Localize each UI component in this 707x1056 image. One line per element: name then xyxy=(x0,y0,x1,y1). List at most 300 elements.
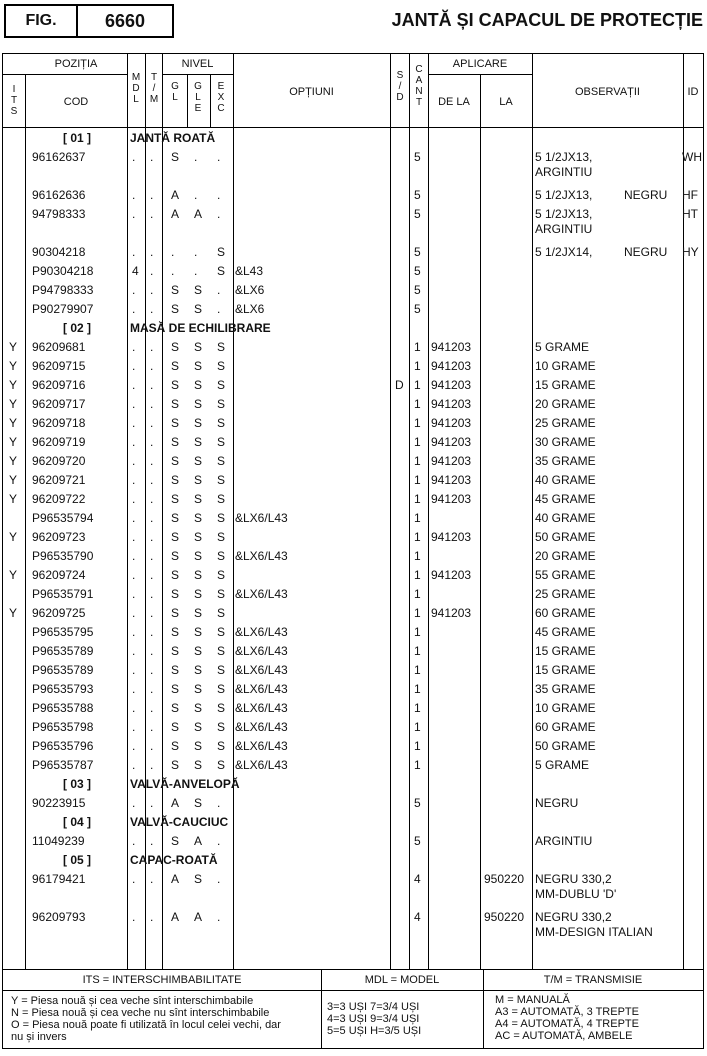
gl-cell: S xyxy=(171,378,180,392)
legend-mdl-lines: 3=3 UȘI 7=3/4 UȘI 4=3 UȘI 9=3/4 UȘI 5=5 UȘI H=3/5 UȘI xyxy=(327,1001,422,1037)
tm-cell: . xyxy=(150,625,154,639)
mdl-cell: . xyxy=(132,530,136,544)
code-cell: 96209715 xyxy=(32,359,86,373)
exc-cell: S xyxy=(217,587,226,601)
gl-cell: S xyxy=(171,701,180,715)
exc-cell: S xyxy=(217,473,226,487)
gl-cell: . xyxy=(171,264,175,278)
gl-cell: S xyxy=(171,625,180,639)
options-cell: &LX6/L43 xyxy=(235,682,288,696)
qty-cell: 1 xyxy=(414,587,421,601)
tm-cell: . xyxy=(150,758,154,772)
observation-cell: 60 GRAME xyxy=(535,720,596,734)
tm-cell: . xyxy=(150,739,154,753)
qty-cell: 1 xyxy=(414,397,421,411)
observation-color-cell: NEGRU xyxy=(624,245,668,259)
mdl-cell: . xyxy=(132,397,136,411)
tm-cell: . xyxy=(150,378,154,392)
from-cell: 941203 xyxy=(431,492,472,506)
qty-cell: 1 xyxy=(414,606,421,620)
header-aplicare: APLICARE xyxy=(452,58,508,70)
exc-cell: S xyxy=(217,682,226,696)
options-cell: &LX6/L43 xyxy=(235,701,288,715)
qty-cell: 1 xyxy=(414,701,421,715)
observation-cell: 45 GRAME xyxy=(535,625,596,639)
tm-cell: . xyxy=(150,720,154,734)
code-cell: 96162636 xyxy=(32,188,86,202)
section-number: [ 03 ] xyxy=(63,777,92,791)
code-cell: 96209720 xyxy=(32,454,86,468)
header-its: I T S xyxy=(10,84,18,117)
observation-cell: 5 GRAME xyxy=(535,758,590,772)
code-cell: P96535789 xyxy=(32,663,94,677)
code-cell: 96209724 xyxy=(32,568,86,582)
gl-cell: S xyxy=(171,492,180,506)
code-cell: 94798333 xyxy=(32,207,86,221)
exc-cell: . xyxy=(217,188,221,202)
mdl-cell: . xyxy=(132,568,136,582)
mdl-cell: . xyxy=(132,701,136,715)
exc-cell: S xyxy=(217,625,226,639)
its-cell: Y xyxy=(9,530,18,544)
tm-cell: . xyxy=(150,359,154,373)
mdl-cell: . xyxy=(132,435,136,449)
qty-cell: 5 xyxy=(414,796,421,810)
section-number: [ 02 ] xyxy=(63,321,92,335)
its-cell: Y xyxy=(9,454,18,468)
code-cell: 96209719 xyxy=(32,435,86,449)
exc-cell: S xyxy=(217,720,226,734)
code-cell: 96179421 xyxy=(32,872,86,886)
gle-cell: S xyxy=(194,435,203,449)
mdl-cell: . xyxy=(132,663,136,677)
legend-mdl-title: MDL = MODEL xyxy=(364,974,440,986)
mdl-cell: . xyxy=(132,587,136,601)
exc-cell: . xyxy=(217,796,221,810)
qty-cell: 1 xyxy=(414,625,421,639)
id-cell: HF xyxy=(682,188,698,202)
gl-cell: S xyxy=(171,359,180,373)
mdl-cell: . xyxy=(132,549,136,563)
qty-cell: 4 xyxy=(414,910,421,924)
qty-cell: 1 xyxy=(414,758,421,772)
observation-cell: 5 1/2JX13, xyxy=(535,150,593,164)
gle-cell: S xyxy=(194,663,203,677)
observation-cell-line2: ARGINTIU xyxy=(535,222,593,236)
qty-cell: 1 xyxy=(414,720,421,734)
gl-cell: S xyxy=(171,302,180,316)
observation-cell: 15 GRAME xyxy=(535,378,596,392)
observation-cell-line2: MM-DESIGN ITALIAN xyxy=(535,925,653,939)
gle-cell: . xyxy=(194,150,198,164)
header-gle: G L E xyxy=(194,81,202,114)
tm-cell: . xyxy=(150,701,154,715)
tm-cell: . xyxy=(150,150,154,164)
gl-cell: S xyxy=(171,283,180,297)
code-cell: 96209793 xyxy=(32,910,86,924)
exc-cell: S xyxy=(217,397,226,411)
gl-cell: A xyxy=(171,188,180,202)
code-cell: P90279907 xyxy=(32,302,94,316)
qty-cell: 1 xyxy=(414,454,421,468)
observation-cell: NEGRU 330,2 xyxy=(535,872,612,886)
exc-cell: . xyxy=(217,207,221,221)
header-la: LA xyxy=(499,96,513,108)
from-cell: 941203 xyxy=(431,530,472,544)
qty-cell: 5 xyxy=(414,207,421,221)
exc-cell: S xyxy=(217,454,226,468)
gle-cell: S xyxy=(194,739,203,753)
id-cell: WH xyxy=(682,150,702,164)
mdl-cell: . xyxy=(132,188,136,202)
legend-its-title: ITS = INTERSCHIMBABILITATE xyxy=(82,974,242,986)
gle-cell: . xyxy=(194,264,198,278)
gl-cell: S xyxy=(171,758,180,772)
gle-cell: S xyxy=(194,397,203,411)
exc-cell: . xyxy=(217,302,221,316)
id-cell: HT xyxy=(682,207,698,221)
exc-cell: S xyxy=(217,416,226,430)
gl-cell: S xyxy=(171,549,180,563)
gl-cell: S xyxy=(171,340,180,354)
exc-cell: S xyxy=(217,340,226,354)
gle-cell: S xyxy=(194,511,203,525)
options-cell: &LX6/L43 xyxy=(235,739,288,753)
header-nivel: NIVEL xyxy=(181,58,214,70)
exc-cell: S xyxy=(217,644,226,658)
observation-cell: 50 GRAME xyxy=(535,530,596,544)
exc-cell: . xyxy=(217,283,221,297)
its-cell: Y xyxy=(9,359,18,373)
exc-cell: S xyxy=(217,435,226,449)
gle-cell: S xyxy=(194,359,203,373)
from-cell: 941203 xyxy=(431,378,472,392)
gl-cell: S xyxy=(171,834,180,848)
exc-cell: S xyxy=(217,264,226,278)
mdl-cell: . xyxy=(132,378,136,392)
qty-cell: 1 xyxy=(414,416,421,430)
from-cell: 941203 xyxy=(431,606,472,620)
observation-cell: NEGRU xyxy=(535,796,579,810)
header-de-la: DE LA xyxy=(438,96,470,108)
qty-cell: 4 xyxy=(414,872,421,886)
fig-label: FIG. xyxy=(4,4,78,38)
header-mdl: M D L xyxy=(131,72,141,105)
gle-cell: S xyxy=(194,302,203,316)
observation-cell-line2: ARGINTIU xyxy=(535,165,593,179)
mdl-cell: . xyxy=(132,473,136,487)
options-cell: &LX6/L43 xyxy=(235,587,288,601)
observation-cell: 10 GRAME xyxy=(535,359,596,373)
code-cell: 96209681 xyxy=(32,340,86,354)
header-observatii: OBSERVAȚII xyxy=(574,86,640,98)
its-cell: Y xyxy=(9,492,18,506)
qty-cell: 1 xyxy=(414,682,421,696)
qty-cell: 5 xyxy=(414,283,421,297)
mdl-cell: . xyxy=(132,359,136,373)
qty-cell: 1 xyxy=(414,492,421,506)
its-cell: Y xyxy=(9,340,18,354)
exc-cell: . xyxy=(217,910,221,924)
tm-cell: . xyxy=(150,302,154,316)
mdl-cell: . xyxy=(132,910,136,924)
gl-cell: S xyxy=(171,606,180,620)
observation-cell: 10 GRAME xyxy=(535,701,596,715)
exc-cell: S xyxy=(217,606,226,620)
from-cell: 941203 xyxy=(431,416,472,430)
its-cell: Y xyxy=(9,473,18,487)
tm-cell: . xyxy=(150,511,154,525)
tm-cell: . xyxy=(150,283,154,297)
tm-cell: . xyxy=(150,872,154,886)
mdl-cell: . xyxy=(132,758,136,772)
gle-cell: S xyxy=(194,796,203,810)
mdl-cell: . xyxy=(132,416,136,430)
gle-cell: S xyxy=(194,720,203,734)
its-cell: Y xyxy=(9,378,18,392)
gl-cell: A xyxy=(171,796,180,810)
tm-cell: . xyxy=(150,682,154,696)
code-cell: 96209725 xyxy=(32,606,86,620)
fig-number: 6660 xyxy=(78,4,174,38)
exc-cell: S xyxy=(217,530,226,544)
options-cell: &LX6/L43 xyxy=(235,663,288,677)
mdl-cell: . xyxy=(132,682,136,696)
from-cell: 941203 xyxy=(431,454,472,468)
gle-cell: S xyxy=(194,758,203,772)
gl-cell: S xyxy=(171,454,180,468)
mdl-cell: . xyxy=(132,606,136,620)
mdl-cell: . xyxy=(132,872,136,886)
observation-cell: 60 GRAME xyxy=(535,606,596,620)
qty-cell: 5 xyxy=(414,302,421,316)
qty-cell: 1 xyxy=(414,435,421,449)
mdl-cell: . xyxy=(132,834,136,848)
gle-cell: S xyxy=(194,625,203,639)
exc-cell: S xyxy=(217,492,226,506)
observation-cell: 35 GRAME xyxy=(535,682,596,696)
observation-cell: 30 GRAME xyxy=(535,435,596,449)
qty-cell: 1 xyxy=(414,378,421,392)
tm-cell: . xyxy=(150,796,154,810)
observation-cell: 25 GRAME xyxy=(535,416,596,430)
qty-cell: 1 xyxy=(414,644,421,658)
gle-cell: S xyxy=(194,283,203,297)
page-title: JANTĂ ȘI CAPACUL DE PROTECȚIE xyxy=(391,10,703,30)
gle-cell: S xyxy=(194,530,203,544)
tm-cell: . xyxy=(150,568,154,582)
mdl-cell: . xyxy=(132,207,136,221)
observation-cell: 15 GRAME xyxy=(535,663,596,677)
gl-cell: S xyxy=(171,644,180,658)
qty-cell: 5 xyxy=(414,188,421,202)
tm-cell: . xyxy=(150,587,154,601)
gle-cell: S xyxy=(194,416,203,430)
exc-cell: S xyxy=(217,359,226,373)
gl-cell: S xyxy=(171,720,180,734)
parts-table xyxy=(2,53,704,1049)
gle-cell: A xyxy=(194,910,203,924)
options-cell: &LX6 xyxy=(235,302,265,316)
section-title: VALVĂ-ANVELOPĂ xyxy=(130,777,240,791)
gle-cell: S xyxy=(194,701,203,715)
observation-cell: 5 1/2JX13, xyxy=(535,207,593,221)
tm-cell: . xyxy=(150,644,154,658)
tm-cell: . xyxy=(150,606,154,620)
observation-cell: 25 GRAME xyxy=(535,587,596,601)
observation-cell: 45 GRAME xyxy=(535,492,596,506)
mdl-cell: . xyxy=(132,644,136,658)
gle-cell: S xyxy=(194,682,203,696)
code-cell: P96535794 xyxy=(32,511,94,525)
mdl-cell: . xyxy=(132,302,136,316)
qty-cell: 1 xyxy=(414,530,421,544)
exc-cell: S xyxy=(217,245,226,259)
code-cell: P96535795 xyxy=(32,625,94,639)
exc-cell: S xyxy=(217,568,226,582)
code-cell: P94798333 xyxy=(32,283,94,297)
gl-cell: S xyxy=(171,473,180,487)
options-cell: &LX6/L43 xyxy=(235,644,288,658)
observation-cell: 55 GRAME xyxy=(535,568,596,582)
mdl-cell: . xyxy=(132,720,136,734)
qty-cell: 1 xyxy=(414,549,421,563)
code-cell: P96535788 xyxy=(32,701,94,715)
observation-cell: 5 1/2JX13, xyxy=(535,188,593,202)
mdl-cell: . xyxy=(132,625,136,639)
gle-cell: S xyxy=(194,568,203,582)
mdl-cell: . xyxy=(132,454,136,468)
code-cell: 96209723 xyxy=(32,530,86,544)
gle-cell: A xyxy=(194,834,203,848)
qty-cell: 1 xyxy=(414,359,421,373)
options-cell: &LX6/L43 xyxy=(235,549,288,563)
tm-cell: . xyxy=(150,473,154,487)
gle-cell: S xyxy=(194,587,203,601)
gl-cell: . xyxy=(171,245,175,259)
observation-cell: 20 GRAME xyxy=(535,397,596,411)
qty-cell: 1 xyxy=(414,568,421,582)
exc-cell: S xyxy=(217,739,226,753)
from-cell: 941203 xyxy=(431,473,472,487)
exc-cell: S xyxy=(217,663,226,677)
tm-cell: . xyxy=(150,416,154,430)
tm-cell: . xyxy=(150,188,154,202)
legend-its-lines: Y = Piesa nouă și cea veche sînt interschimbabile N = Piesa nouă și cea veche nu sînt interschimbabile O = Piesa nouă poate fi utilizată în locul celei vechi, dar nu și invers xyxy=(11,995,281,1043)
tm-cell: . xyxy=(150,492,154,506)
its-cell: Y xyxy=(9,435,18,449)
code-cell: 96209721 xyxy=(32,473,86,487)
code-cell: 90304218 xyxy=(32,245,86,259)
observation-cell: 35 GRAME xyxy=(535,454,596,468)
header-tm: T / M xyxy=(149,72,159,105)
exc-cell: S xyxy=(217,378,226,392)
qty-cell: 5 xyxy=(414,150,421,164)
observation-cell: 20 GRAME xyxy=(535,549,596,563)
gle-cell: S xyxy=(194,549,203,563)
gle-cell: . xyxy=(194,188,198,202)
code-cell: P90304218 xyxy=(32,264,94,278)
gl-cell: S xyxy=(171,568,180,582)
gl-cell: S xyxy=(171,397,180,411)
observation-cell: 5 1/2JX14, xyxy=(535,245,593,259)
code-cell: P96535793 xyxy=(32,682,94,696)
gl-cell: A xyxy=(171,207,180,221)
mdl-cell: . xyxy=(132,340,136,354)
its-cell: Y xyxy=(9,416,18,430)
section-title: JANTĂ ROATĂ xyxy=(130,131,216,145)
exc-cell: S xyxy=(217,511,226,525)
tm-cell: . xyxy=(150,397,154,411)
to-cell: 950220 xyxy=(484,872,525,886)
options-cell: &LX6 xyxy=(235,283,265,297)
code-cell: P96535789 xyxy=(32,644,94,658)
observation-cell: 5 GRAME xyxy=(535,340,590,354)
legend-tm-lines: M = MANUALĂ A3 = AUTOMATĂ, 3 TREPTE A4 = AUTOMATĂ, 4 TREPTE AC = AUTOMATĂ, AMBELE xyxy=(495,994,639,1042)
qty-cell: 5 xyxy=(414,245,421,259)
code-cell: 96209722 xyxy=(32,492,86,506)
section-title: MASĂ DE ECHILIBRARE xyxy=(130,321,271,335)
exc-cell: S xyxy=(217,758,226,772)
header-exc: E X C xyxy=(217,81,225,114)
observation-cell: 15 GRAME xyxy=(535,644,596,658)
mdl-cell: 4 xyxy=(132,264,139,278)
tm-cell: . xyxy=(150,454,154,468)
tm-cell: . xyxy=(150,245,154,259)
mdl-cell: . xyxy=(132,739,136,753)
qty-cell: 5 xyxy=(414,834,421,848)
id-cell: HY xyxy=(682,245,699,259)
qty-cell: 5 xyxy=(414,264,421,278)
code-cell: 90223915 xyxy=(32,796,86,810)
options-cell: &L43 xyxy=(235,264,264,278)
legend-tm-title: T/M = TRANSMISIE xyxy=(543,974,643,986)
code-cell: 96162637 xyxy=(32,150,86,164)
gle-cell: . xyxy=(194,245,198,259)
gle-cell: S xyxy=(194,454,203,468)
qty-cell: 1 xyxy=(414,340,421,354)
gl-cell: S xyxy=(171,416,180,430)
observation-cell: 40 GRAME xyxy=(535,473,596,487)
section-number: [ 05 ] xyxy=(63,853,92,867)
observation-cell: NEGRU 330,2 xyxy=(535,910,612,924)
code-cell: 96209717 xyxy=(32,397,86,411)
exc-cell: . xyxy=(217,834,221,848)
qty-cell: 1 xyxy=(414,739,421,753)
gl-cell: S xyxy=(171,150,180,164)
section-number: [ 01 ] xyxy=(63,131,92,145)
from-cell: 941203 xyxy=(431,435,472,449)
code-cell: 96209716 xyxy=(32,378,86,392)
header-optiuni: OPȚIUNI xyxy=(289,86,334,98)
its-cell: Y xyxy=(9,568,18,582)
header-cod: COD xyxy=(63,96,89,108)
observation-cell: 50 GRAME xyxy=(535,739,596,753)
to-cell: 950220 xyxy=(484,910,525,924)
gle-cell: S xyxy=(194,644,203,658)
section-number: [ 04 ] xyxy=(63,815,92,829)
gl-cell: S xyxy=(171,530,180,544)
section-title: CAPAC-ROATĂ xyxy=(130,853,218,867)
mdl-cell: . xyxy=(132,150,136,164)
options-cell: &LX6/L43 xyxy=(235,625,288,639)
code-cell: P96535791 xyxy=(32,587,94,601)
from-cell: 941203 xyxy=(431,397,472,411)
observation-cell: ARGINTIU xyxy=(535,834,593,848)
exc-cell: S xyxy=(217,701,226,715)
gl-cell: S xyxy=(171,435,180,449)
observation-cell-line2: MM-DUBLU 'D' xyxy=(535,887,617,901)
